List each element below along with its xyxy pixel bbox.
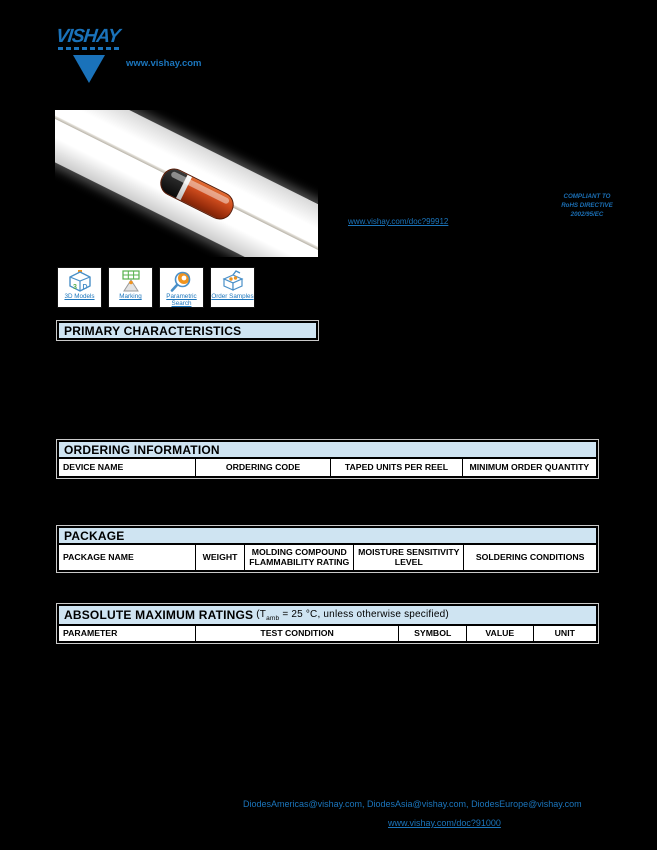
resource-order-samples[interactable] <box>210 267 255 308</box>
package-header-row <box>59 543 596 570</box>
column-header: WEIGHT <box>195 545 244 570</box>
footer-email-link[interactable]: DiodesAsia@vishay.com <box>367 799 467 809</box>
svg-text:3: 3 <box>72 284 77 291</box>
resource-label: Parametric Search <box>166 293 197 307</box>
logo-serration <box>58 47 120 50</box>
column-header: MOLDING COMPOUND FLAMMABILITY RATING <box>244 545 353 570</box>
column-header: SYMBOL <box>398 626 466 641</box>
vishay-triangle-icon <box>73 55 105 83</box>
badge-line: COMPLIANT TO <box>563 193 611 200</box>
absolute-maximum-ratings-header-row <box>59 624 596 641</box>
rohs-compliance-badge <box>558 193 616 219</box>
column-header: TAPED UNITS PER REEL <box>330 459 462 476</box>
badge-line: 2002/95/EC <box>570 210 604 218</box>
column-header: TEST CONDITION <box>195 626 399 641</box>
footer-email-link[interactable]: DiodesAmericas@vishay.com <box>243 799 363 809</box>
disclaimer-doc-link[interactable]: www.vishay.com/doc?91000 <box>388 818 501 828</box>
package-table <box>57 526 598 572</box>
ordering-information-title: ORDERING INFORMATION <box>59 442 596 457</box>
marking-icon <box>118 270 144 293</box>
resource-marking[interactable] <box>108 267 153 308</box>
order-samples-icon <box>220 270 246 293</box>
column-header: SOLDERING CONDITIONS <box>463 545 596 570</box>
resource-3d-models[interactable] <box>57 267 102 308</box>
website-link[interactable]: www.vishay.com <box>126 58 202 69</box>
column-header: PACKAGE NAME <box>63 551 134 562</box>
column-header: VALUE <box>466 626 533 641</box>
vishay-logo-wordmark: VISHAY <box>54 26 121 47</box>
resource-label: Order Samples <box>211 293 254 300</box>
column-header: PARAMETER <box>63 627 118 638</box>
primary-characteristics-title: PRIMARY CHARACTERISTICS <box>59 323 316 338</box>
resource-parametric-search[interactable] <box>159 267 204 308</box>
ordering-information-header-row <box>59 457 596 476</box>
resource-label: 3D Models <box>64 293 95 300</box>
column-header: MINIMUM ORDER QUANTITY <box>462 459 596 476</box>
amr-title-text: ABSOLUTE MAXIMUM RATINGS <box>64 608 254 622</box>
badge-line: RoHS DIRECTIVE <box>561 201 613 209</box>
amr-title-note: ($T_{amb} = 25$ °C, unless otherwise specified) <box>256 608 449 622</box>
column-header: UNIT <box>533 626 596 641</box>
cube-3d-icon <box>67 270 93 293</box>
product-photo <box>55 110 318 257</box>
footer-emails: DiodesAmericas@vishay.com, DiodesAsia@vishay.com, DiodesEurope@vishay.com <box>243 799 582 809</box>
material-categorization-link[interactable]: www.vishay.com/doc?99912 <box>348 217 449 226</box>
absolute-maximum-ratings-table <box>57 604 598 643</box>
parametric-search-icon <box>169 270 195 293</box>
column-header: DEVICE NAME <box>63 461 124 472</box>
primary-characteristics-section <box>57 321 318 340</box>
ordering-information-table <box>57 440 598 478</box>
column-header: MOISTURE SENSITIVITY LEVEL <box>353 545 463 570</box>
footer-email-link[interactable]: DiodesEurope@vishay.com <box>471 799 582 809</box>
package-title: PACKAGE <box>59 528 596 543</box>
svg-text:D: D <box>82 284 88 291</box>
column-header: ORDERING CODE <box>195 459 330 476</box>
resource-label: Marking <box>119 293 142 300</box>
absolute-maximum-ratings-title <box>59 606 596 624</box>
